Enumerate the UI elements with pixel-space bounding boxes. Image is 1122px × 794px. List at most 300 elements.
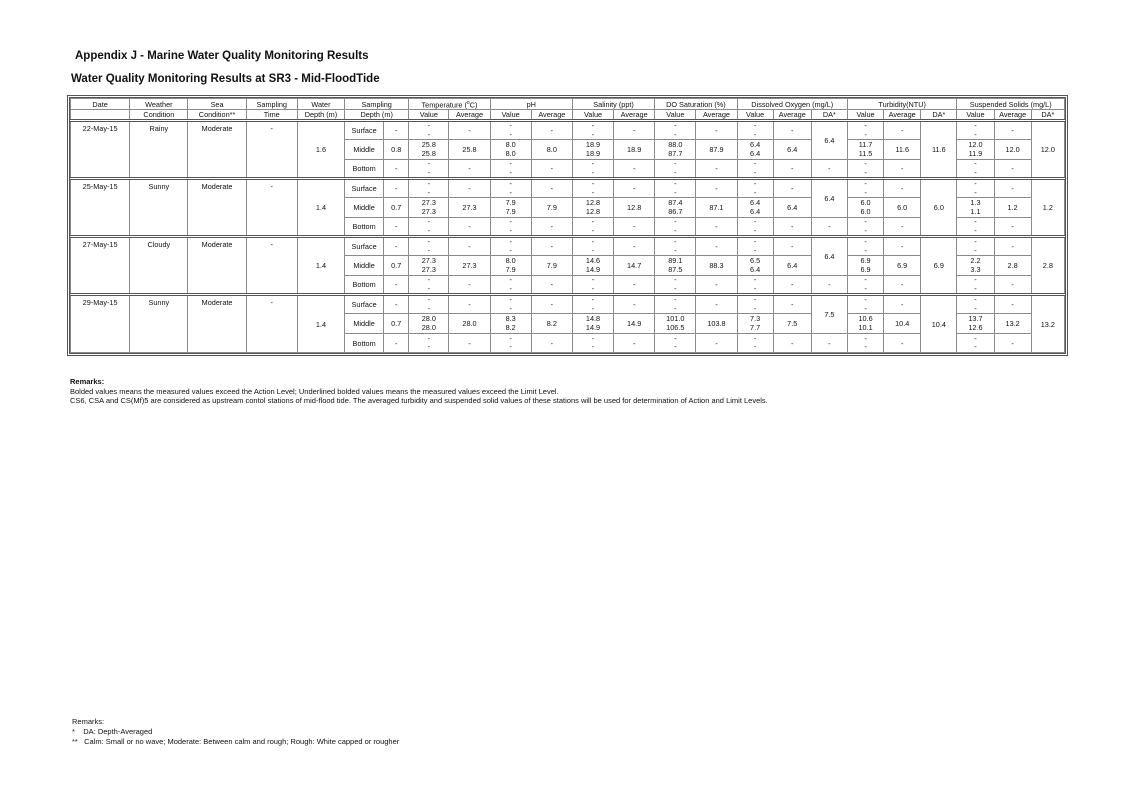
do-value-cell-2: - [753, 167, 757, 177]
turb-value-cell [847, 121, 883, 140]
ph-average-cell: 7.9 [531, 198, 572, 218]
ss-value-cell-2: - [974, 303, 977, 313]
ss-average-cell: - [994, 179, 1031, 198]
col-turb-value: Value [847, 110, 883, 121]
water-depth-cell: 1.4 [297, 179, 344, 237]
temp-average-cell: - [449, 334, 490, 353]
do-value-cell-1: - [753, 333, 757, 343]
col-suspended-solids: Suspended Solids (mg/L) [957, 99, 1065, 110]
ph-average-cell: - [531, 121, 572, 140]
remarks-top-line-1: Bolded values means the measured values exceed the Action Level; Underlined bolded values means the measured values exceed the Limit Level. [70, 386, 559, 396]
dosat-average-cell: 87.9 [696, 140, 737, 160]
ss-value-cell-1: - [974, 217, 977, 227]
do-da-bottom-cell: - [811, 334, 847, 353]
ss-average-cell: - [994, 121, 1031, 140]
ss-value-cell-1: - [974, 275, 977, 285]
ph-value-cell-2: 8.2 [505, 322, 516, 332]
dosat-value-cell [655, 179, 696, 198]
col-do-value: Value [737, 110, 773, 121]
depth-value-cell: - [384, 334, 409, 353]
do-average-cell: - [773, 160, 811, 179]
ph-value-cell [490, 237, 531, 256]
remarks-bottom [72, 717, 399, 747]
ph-value-cell-1: 7.9 [505, 198, 516, 208]
temp-value-cell [409, 198, 449, 218]
sal-value-cell-2: - [591, 167, 595, 177]
ph-value-cell [490, 334, 531, 353]
sal-value-cell-2: 14.9 [585, 322, 601, 332]
weather-cell: Cloudy [130, 237, 188, 295]
do-value-cell-2: - [753, 187, 757, 197]
sal-value-cell-1: - [591, 179, 595, 189]
dosat-value-cell-1: 87.4 [668, 198, 683, 208]
dosat-average-cell: - [696, 237, 737, 256]
ph-value-cell-2: - [509, 283, 512, 293]
ph-average-cell: - [531, 276, 572, 295]
dosat-value-cell-2: 87.5 [668, 264, 683, 274]
remarks-top [70, 377, 768, 406]
do-value-cell [737, 237, 773, 256]
dosat-average-cell: - [696, 295, 737, 314]
sampling-time-cell: - [246, 295, 297, 353]
turb-value-cell [847, 334, 883, 353]
depth-value-cell: 0.7 [384, 256, 409, 276]
ss-value-cell-2: 1.1 [970, 206, 981, 216]
dosat-value-cell [655, 218, 696, 237]
turb-value-cell-2: - [864, 225, 867, 235]
dosat-value-cell-1: - [674, 159, 677, 169]
do-value-cell [737, 121, 773, 140]
ss-value-cell-2: 3.3 [970, 264, 981, 274]
do-value-cell-1: - [753, 121, 757, 131]
ph-value-cell-1: - [509, 179, 512, 189]
turb-value-cell-2: - [864, 342, 867, 352]
sal-value-cell [572, 256, 613, 276]
turb-value-cell-2: - [864, 167, 867, 177]
sal-value-cell [572, 121, 613, 140]
sal-value-cell-1: - [591, 295, 595, 305]
turb-value-cell [847, 295, 883, 314]
depth-label-cell: Middle [345, 140, 384, 160]
dosat-value-cell-2: - [674, 342, 677, 352]
temp-value-cell-2: - [427, 303, 431, 313]
dosat-value-cell-1: - [674, 237, 677, 247]
turb-value-cell-1: - [864, 121, 867, 131]
date-cell: 25-May-15 [71, 179, 130, 237]
do-value-cell-2: - [753, 245, 757, 255]
ss-average-cell: - [994, 160, 1031, 179]
ph-value-cell-1: - [509, 217, 512, 227]
temp-average-cell: 25.8 [449, 140, 490, 160]
ph-value-cell-2: - [509, 245, 512, 255]
col-sampling-time-sub: Time [246, 110, 297, 121]
ss-value-cell-2: - [974, 342, 977, 352]
ph-value-cell [490, 256, 531, 276]
do-value-cell [737, 160, 773, 179]
temp-average-cell: - [449, 276, 490, 295]
col-ss-da: DA* [1031, 110, 1064, 121]
do-value-cell-1: 7.3 [750, 314, 761, 324]
temp-value-cell-2: - [427, 167, 431, 177]
do-value-cell-1: - [753, 295, 757, 305]
temp-value-cell-1: - [427, 217, 431, 227]
turb-value-cell-1: - [864, 237, 867, 247]
ss-value-cell-2: - [974, 245, 977, 255]
do-value-cell [737, 179, 773, 198]
remarks-bottom-title: Remarks: [72, 717, 105, 726]
remarks-top-line-2: CS6, CSA and CS(Mf)5 are considered as upstream contol stations of mid-flood tide. The averaged turbidity and suspended solid values of these stations will be used for determination of Action and Limit Levels. [70, 396, 768, 405]
remarks-top-title: Remarks: [70, 377, 105, 386]
sal-average-cell: - [614, 121, 655, 140]
sal-value-cell-1: - [591, 217, 595, 227]
ss-value-cell [957, 237, 994, 256]
ss-value-cell [957, 121, 994, 140]
sal-value-cell-2: - [591, 129, 595, 139]
dosat-average-cell: - [696, 218, 737, 237]
ph-value-cell [490, 198, 531, 218]
water-depth-cell: 1.4 [297, 295, 344, 353]
do-value-cell-2: - [753, 303, 757, 313]
dosat-value-cell [655, 121, 696, 140]
sal-value-cell-1: - [591, 121, 595, 131]
sal-value-cell-2: - [591, 225, 595, 235]
sal-average-cell: - [614, 179, 655, 198]
temp-value-cell [409, 256, 449, 276]
temp-value-cell [409, 334, 449, 353]
water-depth-cell: 1.4 [297, 237, 344, 295]
do-da-cell: 6.4 [811, 179, 847, 218]
dosat-value-cell [655, 314, 696, 334]
weather-cell: Sunny [130, 179, 188, 237]
ph-value-cell-1: 8.0 [505, 140, 516, 150]
sal-value-cell-1: - [591, 159, 595, 169]
turb-average-cell: 6.0 [884, 198, 921, 218]
do-value-cell-2: - [753, 283, 757, 293]
ss-value-cell [957, 198, 994, 218]
do-value-cell [737, 256, 773, 276]
do-value-cell [737, 198, 773, 218]
ph-value-cell [490, 121, 531, 140]
sea-condition-cell: Moderate [188, 295, 246, 353]
col-ss-value: Value [957, 110, 994, 121]
ph-value-cell-1: - [509, 275, 512, 285]
sal-value-cell-1: - [591, 237, 595, 247]
sea-condition-cell: Moderate [188, 121, 246, 179]
ph-value-cell-2: - [509, 187, 512, 197]
turb-value-cell-1: - [864, 159, 867, 169]
temp-value-cell [409, 314, 449, 334]
col-sampling-depth-sub: Depth (m) [345, 110, 409, 121]
sal-average-cell: - [614, 218, 655, 237]
dosat-average-cell: - [696, 276, 737, 295]
dosat-average-cell: - [696, 179, 737, 198]
sal-value-cell-2: - [591, 245, 595, 255]
temp-value-cell-2: - [427, 283, 431, 293]
temp-average-cell: - [449, 295, 490, 314]
weather-cell: Sunny [130, 295, 188, 353]
col-sampling-time: Sampling [246, 99, 297, 110]
do-value-cell [737, 334, 773, 353]
sal-value-cell-1: - [591, 333, 595, 343]
ss-value-cell-1: 13.7 [968, 314, 983, 324]
do-value-cell [737, 295, 773, 314]
depth-value-cell: - [384, 121, 409, 140]
turb-value-cell-2: - [864, 283, 867, 293]
ph-value-cell [490, 160, 531, 179]
col-dosat-value: Value [655, 110, 696, 121]
ss-da-cell: 13.2 [1031, 295, 1064, 353]
ss-value-cell [957, 218, 994, 237]
dosat-value-cell-1: - [674, 121, 677, 131]
ss-average-cell: 12.0 [994, 140, 1031, 160]
col-water-depth: Water [297, 99, 344, 110]
do-average-cell: - [773, 218, 811, 237]
ss-average-cell: - [994, 237, 1031, 256]
do-average-cell: - [773, 121, 811, 140]
temp-value-cell-1: - [427, 159, 431, 169]
depth-value-cell: 0.7 [384, 314, 409, 334]
dosat-average-cell: - [696, 334, 737, 353]
ss-value-cell [957, 276, 994, 295]
depth-value-cell: - [384, 295, 409, 314]
table-title: Water Quality Monitoring Results at SR3 - Mid-FloodTide [71, 73, 380, 85]
do-average-cell: 7.5 [773, 314, 811, 334]
do-value-cell-1: 6.4 [750, 140, 761, 150]
ph-value-cell-2: 7.9 [505, 264, 516, 274]
sal-value-cell-1: 18.9 [585, 140, 601, 150]
dosat-value-cell-2: - [674, 225, 677, 235]
table-row [71, 237, 1065, 256]
ss-value-cell-2: 12.6 [968, 322, 983, 332]
do-value-cell-1: - [753, 237, 757, 247]
dosat-value-cell [655, 237, 696, 256]
do-value-cell [737, 140, 773, 160]
depth-label-cell: Surface [345, 237, 384, 256]
ss-average-cell: 1.2 [994, 198, 1031, 218]
turb-value-cell [847, 218, 883, 237]
dosat-average-cell: 103.8 [696, 314, 737, 334]
ss-value-cell [957, 334, 994, 353]
ph-value-cell [490, 140, 531, 160]
ph-value-cell-2: - [509, 342, 512, 352]
sal-average-cell: - [614, 334, 655, 353]
temp-average-cell: - [449, 160, 490, 179]
turb-average-cell: - [884, 334, 921, 353]
temp-value-cell-2: 27.3 [421, 206, 436, 216]
col-temp-average: Average [449, 110, 490, 121]
temp-value-cell [409, 140, 449, 160]
temp-value-cell-2: - [427, 129, 431, 139]
dosat-average-cell: - [696, 160, 737, 179]
turb-average-cell: 10.4 [884, 314, 921, 334]
turb-average-cell: 6.9 [884, 256, 921, 276]
temp-value-cell [409, 276, 449, 295]
col-weather-sub: Condition [130, 110, 188, 121]
temp-value-cell-2: - [427, 245, 431, 255]
temp-average-cell: 27.3 [449, 256, 490, 276]
turb-average-cell: - [884, 237, 921, 256]
turb-value-cell-1: - [864, 333, 867, 343]
ph-value-cell-1: - [509, 121, 512, 131]
ss-value-cell-2: - [974, 129, 977, 139]
do-average-cell: 6.4 [773, 256, 811, 276]
table-row [71, 295, 1065, 314]
col-turb-da: DA* [921, 110, 957, 121]
depth-value-cell: - [384, 218, 409, 237]
temp-average-cell: 27.3 [449, 198, 490, 218]
do-average-cell: 6.4 [773, 140, 811, 160]
turb-value-cell-1: 6.9 [860, 256, 871, 266]
do-average-cell: - [773, 276, 811, 295]
ph-average-cell: - [531, 179, 572, 198]
temp-value-cell-1: - [427, 275, 431, 285]
dosat-value-cell-2: - [674, 187, 677, 197]
dosat-value-cell-1: - [674, 179, 677, 189]
ph-value-cell [490, 218, 531, 237]
dosat-value-cell [655, 160, 696, 179]
sal-average-cell: - [614, 295, 655, 314]
depth-value-cell: 0.8 [384, 140, 409, 160]
sal-value-cell [572, 179, 613, 198]
turb-value-cell-2: 6.0 [860, 206, 871, 216]
turb-average-cell: - [884, 160, 921, 179]
dosat-value-cell-2: 86.7 [668, 206, 683, 216]
temp-value-cell [409, 237, 449, 256]
ph-average-cell: - [531, 237, 572, 256]
dosat-value-cell [655, 140, 696, 160]
sal-value-cell-1: 14.6 [585, 256, 601, 266]
sal-average-cell: 12.8 [614, 198, 655, 218]
do-da-cell: 7.5 [811, 295, 847, 334]
turb-value-cell-2: - [864, 303, 867, 313]
dosat-value-cell [655, 334, 696, 353]
temp-value-cell-1: - [427, 333, 431, 343]
do-average-cell: - [773, 237, 811, 256]
do-average-cell: - [773, 295, 811, 314]
do-value-cell-1: - [753, 275, 757, 285]
do-value-cell-2: 7.7 [750, 322, 761, 332]
col-date: Date [71, 99, 130, 110]
ph-value-cell-2: - [509, 225, 512, 235]
do-value-cell-2: 6.4 [750, 264, 761, 274]
appendix-title: Appendix J - Marine Water Quality Monitoring Results [75, 50, 369, 62]
ss-value-cell [957, 179, 994, 198]
ss-da-cell: 12.0 [1031, 121, 1064, 179]
turb-value-cell-2: - [864, 129, 867, 139]
sal-value-cell [572, 334, 613, 353]
do-value-cell-2: - [753, 225, 757, 235]
depth-label-cell: Middle [345, 314, 384, 334]
col-sea-sub: Condition** [188, 110, 246, 121]
turb-value-cell [847, 256, 883, 276]
depth-label-cell: Bottom [345, 276, 384, 295]
temp-value-cell-2: 28.0 [421, 322, 436, 332]
turb-average-cell: - [884, 179, 921, 198]
dosat-value-cell-1: - [674, 295, 677, 305]
dosat-value-cell-2: 87.7 [668, 148, 683, 158]
sal-value-cell-2: - [591, 342, 595, 352]
depth-label-cell: Middle [345, 256, 384, 276]
turb-average-cell: 11.6 [884, 140, 921, 160]
dosat-value-cell-2: - [674, 167, 677, 177]
turb-da-cell: 6.0 [921, 179, 957, 237]
col-weather: Weather [130, 99, 188, 110]
ph-value-cell [490, 276, 531, 295]
ss-value-cell-1: - [974, 333, 977, 343]
col-sal-value: Value [572, 110, 613, 121]
depth-label-cell: Surface [345, 295, 384, 314]
ph-value-cell-1: - [509, 295, 512, 305]
turb-value-cell-1: 6.0 [860, 198, 871, 208]
turb-value-cell-1: - [864, 275, 867, 285]
ph-average-cell: 7.9 [531, 256, 572, 276]
sal-value-cell [572, 218, 613, 237]
do-da-bottom-cell: - [811, 218, 847, 237]
ph-average-cell: 8.0 [531, 140, 572, 160]
table-row [71, 179, 1065, 198]
sal-value-cell-2: - [591, 283, 595, 293]
ph-value-cell-2: - [509, 167, 512, 177]
date-cell: 22-May-15 [71, 121, 130, 179]
ph-value-cell-1: 8.3 [505, 314, 516, 324]
turb-value-cell [847, 179, 883, 198]
turb-value-cell-2: 10.1 [858, 322, 873, 332]
sal-value-cell-2: - [591, 187, 595, 197]
do-value-cell-1: 6.5 [750, 256, 761, 266]
col-dissolved-oxygen: Dissolved Oxygen (mg/L) [737, 99, 847, 110]
temp-value-cell-2: 25.8 [421, 148, 436, 158]
temp-value-cell-2: - [427, 187, 431, 197]
turb-value-cell-1: 11.7 [858, 140, 873, 150]
sea-condition-cell: Moderate [188, 179, 246, 237]
ss-value-cell-2: - [974, 225, 977, 235]
sampling-time-cell: - [246, 121, 297, 179]
sal-value-cell-1: - [591, 275, 595, 285]
turb-value-cell-1: - [864, 179, 867, 189]
do-da-cell: 6.4 [811, 237, 847, 276]
sal-average-cell: - [614, 237, 655, 256]
table-row [71, 121, 1065, 140]
do-da-cell: 6.4 [811, 121, 847, 160]
header-row-2 [71, 110, 1065, 121]
turb-value-cell [847, 198, 883, 218]
turb-value-cell-1: 10.6 [858, 314, 873, 324]
ss-average-cell: - [994, 218, 1031, 237]
dosat-value-cell [655, 295, 696, 314]
ss-value-cell-1: 12.0 [968, 140, 983, 150]
sal-value-cell [572, 276, 613, 295]
sal-value-cell [572, 160, 613, 179]
dosat-value-cell-2: - [674, 129, 677, 139]
sampling-time-cell: - [246, 179, 297, 237]
temp-value-cell-1: - [427, 237, 431, 247]
ss-average-cell: - [994, 295, 1031, 314]
ss-value-cell [957, 140, 994, 160]
sal-value-cell [572, 237, 613, 256]
turb-value-cell [847, 160, 883, 179]
dosat-value-cell-1: 101.0 [666, 314, 685, 324]
do-da-bottom-cell: - [811, 276, 847, 295]
do-value-cell [737, 314, 773, 334]
turb-value-cell [847, 314, 883, 334]
turb-value-cell-2: 11.5 [858, 148, 873, 158]
do-value-cell [737, 276, 773, 295]
temp-value-cell-2: - [427, 225, 431, 235]
date-cell: 29-May-15 [71, 295, 130, 353]
ss-value-cell [957, 295, 994, 314]
ph-value-cell-2: - [509, 129, 512, 139]
do-value-cell-2: - [753, 342, 757, 352]
